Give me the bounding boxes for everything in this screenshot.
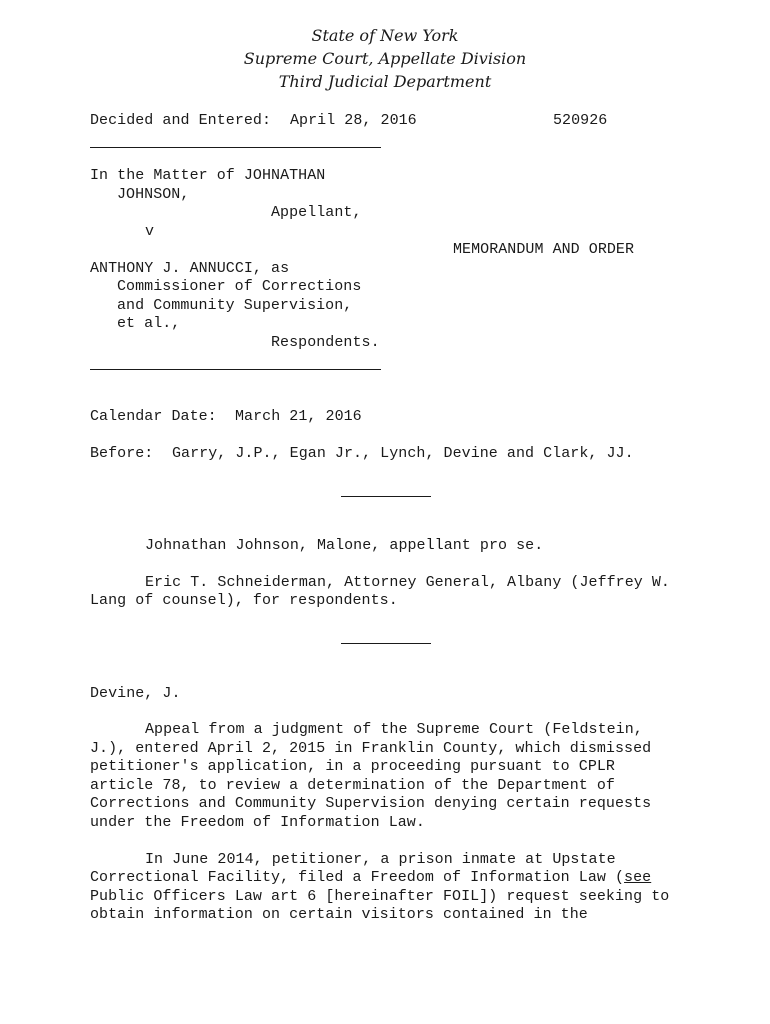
calendar-date: March 21, 2016 bbox=[235, 408, 362, 425]
para1-line-4: article 78, to review a determination of the Department of bbox=[90, 777, 615, 794]
before-label: Before: bbox=[90, 445, 154, 462]
respondents-label: Respondents. bbox=[271, 334, 380, 351]
docket-number: 520926 bbox=[553, 112, 608, 129]
para2-line-2-text: Correctional Facility, filed a Freedom of Information Law ( bbox=[90, 869, 625, 886]
para1-line-3: petitioner's application, in a proceeding pursuant to CPLR bbox=[90, 758, 615, 775]
versus: v bbox=[145, 223, 155, 240]
caption-rule-top bbox=[90, 147, 381, 148]
see-signal: see bbox=[624, 869, 652, 886]
para2-line-3: Public Officers Law art 6 [hereinafter FOIL]) request seeking to bbox=[90, 888, 670, 905]
judges-list: Garry, J.P., Egan Jr., Lynch, Devine and Clark, JJ. bbox=[172, 445, 634, 462]
section-divider-1 bbox=[341, 496, 431, 497]
decided-label: Decided and Entered: bbox=[90, 112, 272, 129]
calendar-label: Calendar Date: bbox=[90, 408, 217, 425]
state-name: State of New York bbox=[311, 26, 459, 45]
respondent-line-1: ANTHONY J. ANNUCCI, as bbox=[90, 260, 290, 277]
department-name: Third Judicial Department bbox=[278, 72, 492, 91]
court-name: Supreme Court, Appellate Division bbox=[243, 49, 527, 68]
respondent-line-4: et al., bbox=[117, 315, 181, 332]
respondent-counsel-line-2: Lang of counsel), for respondents. bbox=[90, 592, 398, 609]
order-title: MEMORANDUM AND ORDER bbox=[453, 241, 635, 258]
caption-rule-bottom bbox=[90, 369, 381, 370]
decided-date: April 28, 2016 bbox=[290, 112, 417, 129]
appellant-label: Appellant, bbox=[271, 204, 362, 221]
para2-line-2 bbox=[90, 869, 651, 888]
para1-line-2: J.), entered April 2, 2015 in Franklin County, which dismissed bbox=[90, 740, 652, 757]
court-header bbox=[0, 24, 770, 93]
respondent-line-3: and Community Supervision, bbox=[117, 297, 353, 314]
opinion-author: Devine, J. bbox=[90, 685, 181, 702]
respondent-counsel-line-1: Eric T. Schneiderman, Attorney General, Albany (Jeffrey W. bbox=[145, 574, 670, 591]
respondent-line-2: Commissioner of Corrections bbox=[117, 278, 362, 295]
matter-line-1: In the Matter of JOHNATHAN bbox=[90, 167, 326, 184]
appellant-counsel: Johnathan Johnson, Malone, appellant pro se. bbox=[145, 537, 544, 554]
section-divider-2 bbox=[341, 643, 431, 644]
para1-line-1: Appeal from a judgment of the Supreme Court (Feldstein, bbox=[145, 721, 643, 738]
matter-line-2: JOHNSON, bbox=[117, 186, 190, 203]
para1-line-6: under the Freedom of Information Law. bbox=[90, 814, 425, 831]
para1-line-5: Corrections and Community Supervision denying certain requests bbox=[90, 795, 652, 812]
para2-line-1: In June 2014, petitioner, a prison inmate at Upstate bbox=[145, 851, 616, 868]
para2-line-4: obtain information on certain visitors contained in the bbox=[90, 906, 588, 923]
